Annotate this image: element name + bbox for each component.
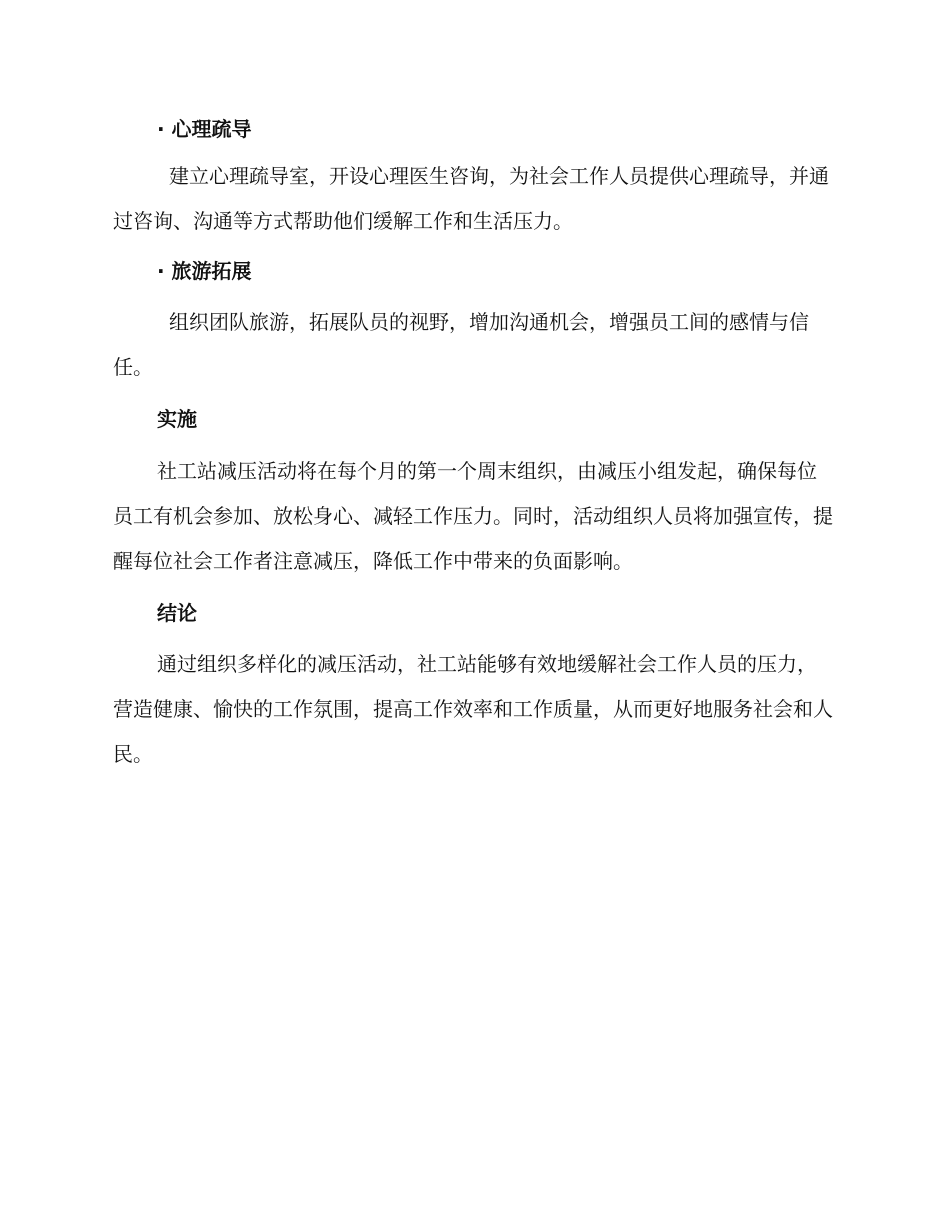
section-paragraph-implementation: 社工站减压活动将在每个月的第一个周末组织，由减压小组发起，确保每位员工有机会参加、放松身心、减轻工作压力。同时，活动组织人员将加强宣传，提醒每位社会工作者注意减压，降低工作中带来的负面影响。 [113,459,833,573]
section-heading-implementation: 实施 [157,407,197,431]
document-page [113,112,833,777]
section-paragraph-team-travel: 组织团队旅游，拓展队员的视野，增加沟通机会，增强员工间的感情与信任。 [113,310,809,379]
section-paragraph-conclusion: 通过组织多样化的减压活动，社工站能够有效地缓解社会工作人员的压力，营造健康、愉快的工作氛围，提高工作效率和工作质量，从而更好地服务社会和人民。 [113,652,833,766]
section-heading-conclusion: 结论 [157,601,197,625]
section-paragraph-psychological-counseling: 建立心理疏导室，开设心理医生咨询，为社会工作人员提供心理疏导，并通过咨询、沟通等方式帮助他们缓解工作和生活压力。 [113,164,829,233]
section-heading-team-travel: · 旅游拓展 [157,259,252,283]
section-heading-psychological-counseling: · 心理疏导 [157,117,252,141]
